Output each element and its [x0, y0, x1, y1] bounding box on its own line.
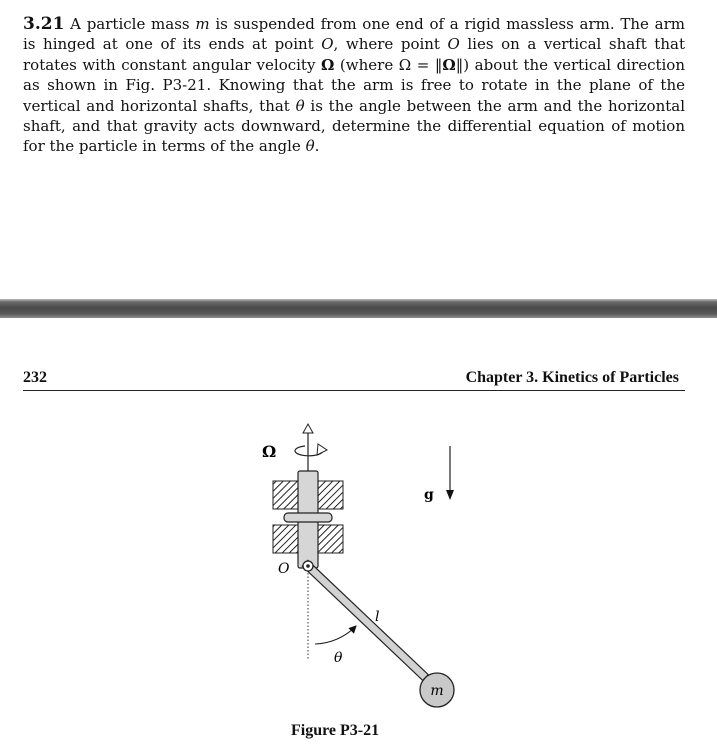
- point-o-label: O: [278, 561, 290, 577]
- symbol-m: m: [195, 15, 210, 33]
- problem-text-1: A particle mass: [64, 15, 196, 33]
- symbol-theta: θ: [295, 96, 305, 115]
- gravity-arrowhead-icon: [446, 490, 454, 500]
- problem-number: 3.21: [23, 14, 65, 34]
- problem-text-5: (where Ω = ‖: [334, 55, 443, 74]
- theta-label: θ: [334, 650, 343, 666]
- theta-arc: [315, 626, 356, 644]
- symbol-o: O: [321, 35, 334, 54]
- gravity-label: g: [424, 487, 434, 503]
- shaft-collar: [284, 513, 332, 522]
- omega-label: Ω: [262, 442, 277, 461]
- problem-text-7: is the angle between the arm and the horizontal shaft, and that gravity acts downward, determine the differential equation of motion for the particle in terms of the angle: [23, 96, 686, 156]
- page-number: 232: [23, 369, 47, 386]
- symbol-omega-vector: Ω: [442, 55, 456, 74]
- figure-caption: Figure P3-21: [291, 722, 380, 739]
- problem-text-3: , where point: [333, 35, 448, 54]
- rigid-arm: [302, 560, 428, 680]
- symbol-o: O: [447, 35, 460, 54]
- problem-text-4: lies on a vertical shaft that rotates with constant angular velocity: [23, 35, 685, 74]
- mass-label: m: [430, 683, 444, 699]
- problem-text-2: is suspended from one end of a rigid massless arm. The arm is hinged at one of its ends at point: [23, 15, 685, 54]
- symbol-theta: θ: [305, 137, 315, 156]
- hinge-center-dot: [306, 564, 310, 568]
- rotation-axis-arrow-icon: [303, 424, 313, 433]
- chapter-title: Chapter 3. Kinetics of Particles: [465, 369, 679, 386]
- symbol-omega-vector: Ω: [321, 55, 335, 74]
- problem-text-6: ‖) about the vertical direction as shown in Fig. P3-21. Knowing that the arm is free to rotate in the plane of the vertical and horizontal shafts, that: [23, 55, 685, 115]
- length-label: l: [375, 609, 380, 625]
- problem-text-8: .: [314, 137, 320, 156]
